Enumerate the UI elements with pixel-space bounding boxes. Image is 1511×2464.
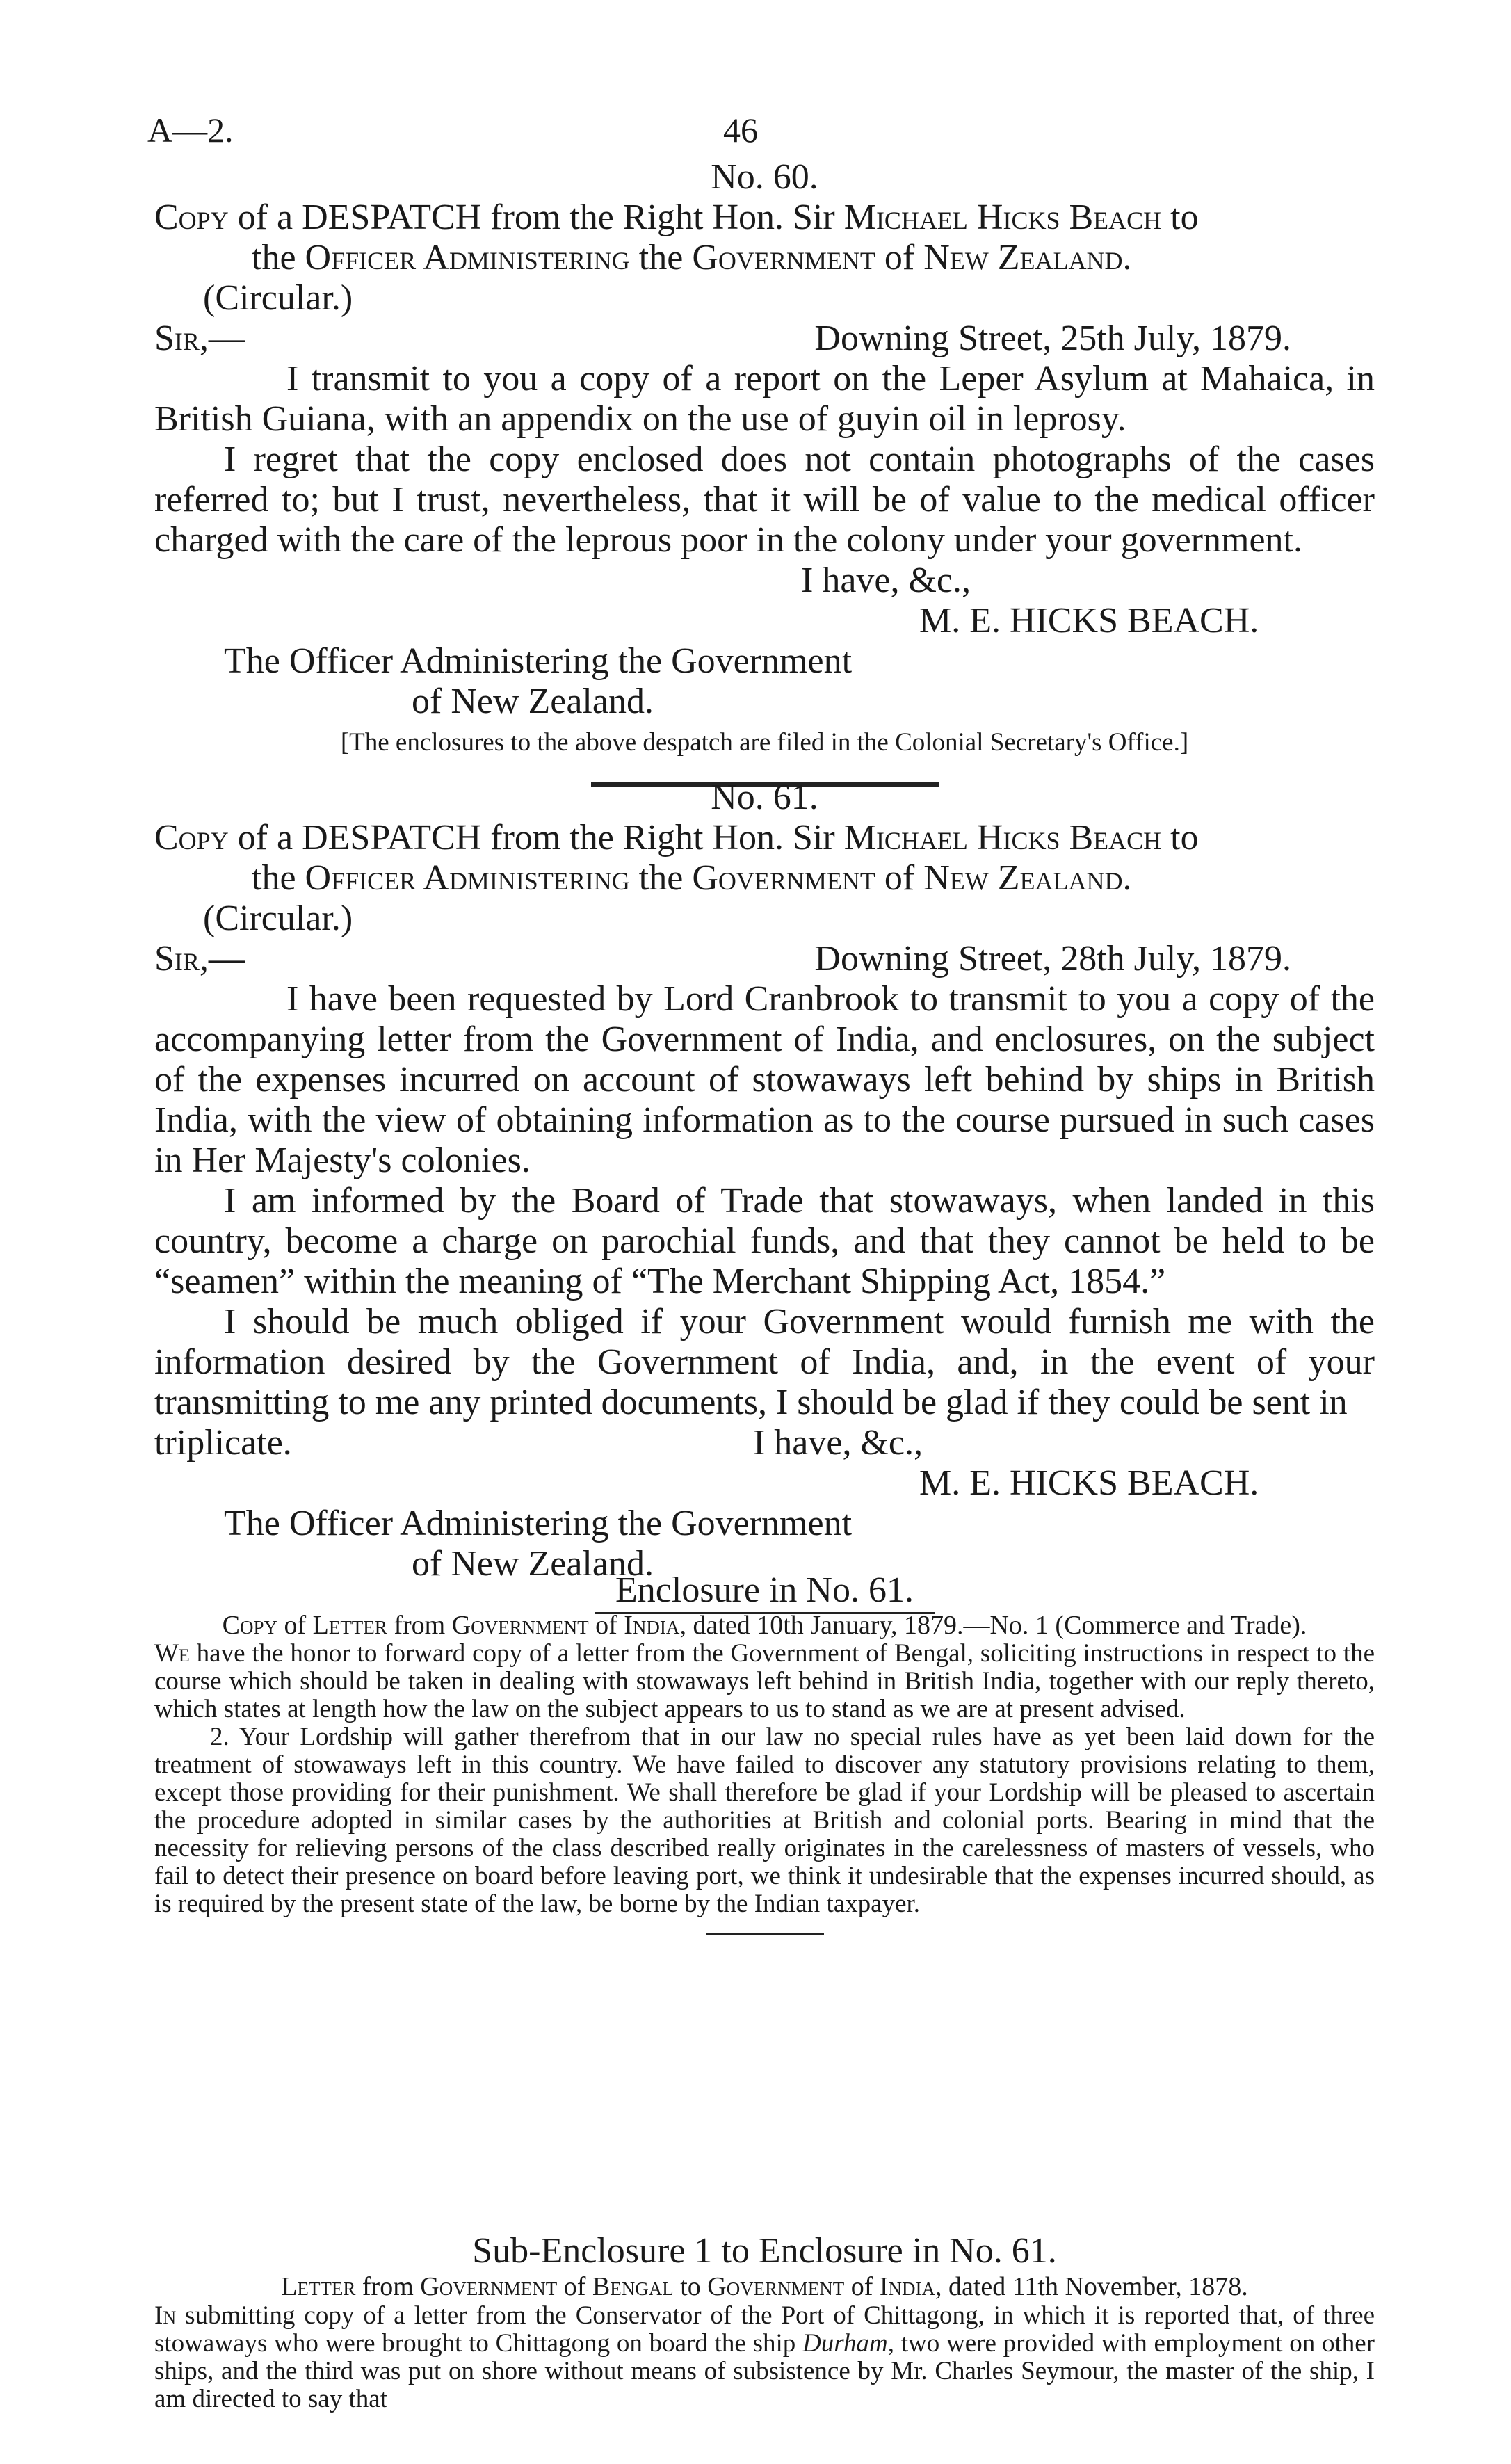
sub-enclosure-subtitle: Letter from Government of Bengal to Government of India, dated 11th November, 1878. — [281, 2272, 1248, 2301]
page-reference: A—2. — [147, 111, 234, 150]
despatch-number: No. 61. — [711, 778, 818, 817]
despatch-title: Copy of a DESPATCH from the Right Hon. Sir Michael Hicks Beach to — [154, 198, 1199, 237]
paragraph: I am informed by the Board of Trade that stowaways, when landed in this country, become a charge on parochial funds, and that they cannot be held to be “seamen” within the meaning of “The Merchant Shipping Act, 1854.” — [154, 1181, 1375, 1301]
dateline: Sir,— Downing Street, 25th July, 1879. — [154, 319, 1291, 358]
enclosure-heading: Enclosure in No. 61. — [615, 1570, 914, 1610]
paragraph: I regret that the copy enclosed does not contain photographs of the cases referred to; but I trust, nevertheless, that it will be of value to the medical officer charged with the care of the leprous poor in the colony under your government. — [154, 440, 1375, 560]
addressee-cont: of New Zealand. — [412, 1544, 654, 1584]
paragraph: 2. Your Lordship will gather therefrom that in our law no special rules have as yet been laid down for the treatment of stowaways left in this country. We have failed to discover any statutory provisions relating to them, except those providing for their punishment. We shall therefore be glad if your Lordship will be pleased to ascertain the procedure adopted in similar cases by the authorities at British and colonial ports. Bearing in mind that the necessity for relieving persons of the class described really originates in the carelessness of masters of vessels, who fail to detect their presence on board before leaving port, we think it undesirable that the expenses incurred should, as is required by the present state of the law, be borne by the Indian taxpayer. — [154, 1723, 1375, 1918]
enclosure-note: [The enclosures to the above despatch are filed in the Colonial Secretary's Office.] — [340, 728, 1189, 757]
section-divider — [706, 1933, 824, 1935]
dateline: Sir,— Downing Street, 28th July, 1879. — [154, 939, 1291, 979]
enclosure-61 — [154, 1570, 1375, 1952]
signature: M. E. HICKS BEACH. — [919, 1463, 1259, 1503]
sub-enclosure — [154, 2231, 1375, 2413]
despatch-title: Copy of a DESPATCH from the Right Hon. Sir Michael Hicks Beach to — [154, 818, 1199, 857]
closing: triplicate. I have, &c., — [154, 1423, 923, 1463]
addressee: The Officer Administering the Government — [224, 1504, 853, 1543]
addressee-cont: of New Zealand. — [412, 682, 654, 721]
circular-label: (Circular.) — [203, 278, 353, 318]
page-number: 46 — [723, 111, 758, 150]
paragraph: In submitting copy of a letter from the Conservator of the Port of Chittagong, in which it is reported that, of three stowaways who were brought to Chittagong on board the ship Durham, two were provided with employment on other ships, and the third was put on shore without means of subsistence by Mr. Charles Seymour, the master of the ship, I am directed to say that — [154, 2301, 1375, 2413]
closing: I have, &c., — [801, 561, 971, 600]
despatch-title-cont: the Officer Administering the Government of New Zealand. — [252, 238, 1132, 277]
despatch-title-cont: the Officer Administering the Government of New Zealand. — [252, 858, 1132, 898]
enclosure-subtitle: Copy of Letter from Government of India, dated 10th January, 1879.—No. 1 (Commerce and Trade). — [222, 1611, 1307, 1640]
despatch-number: No. 60. — [711, 157, 818, 197]
circular-label: (Circular.) — [203, 899, 353, 938]
addressee: The Officer Administering the Government — [224, 641, 853, 681]
paragraph: We have the honor to forward copy of a letter from the Government of Bengal, soliciting instructions in respect to the course which should be taken in dealing with stowaways left behind in British India, together with our reply thereto, which states at length how the law on the subject appears to us to stand as we are at present advised. — [154, 1639, 1375, 1723]
despatch-60 — [154, 157, 1375, 812]
despatch-61 — [154, 778, 1375, 1642]
paragraph: I should be much obliged if your Government would furnish me with the information desired by the Government of India, and, in the event of your transmitting to me any printed documents, I should be glad if they could be sent in — [154, 1302, 1375, 1422]
paragraph: I transmit to you a copy of a report on the Leper Asylum at Mahaica, in British Guiana, with an appendix on the use of guyin oil in leprosy. — [154, 359, 1375, 439]
signature: M. E. HICKS BEACH. — [919, 601, 1259, 641]
paragraph: I have been requested by Lord Cranbrook to transmit to you a copy of the accompanying letter from the Government of India, and enclosures, on the subject of the expenses incurred on account of stowaways left behind by ships in British India, with the view of obtaining information as to the course pursued in such cases in Her Majesty's colonies. — [154, 979, 1375, 1180]
sub-enclosure-heading: Sub-Enclosure 1 to Enclosure in No. 61. — [472, 2231, 1057, 2271]
